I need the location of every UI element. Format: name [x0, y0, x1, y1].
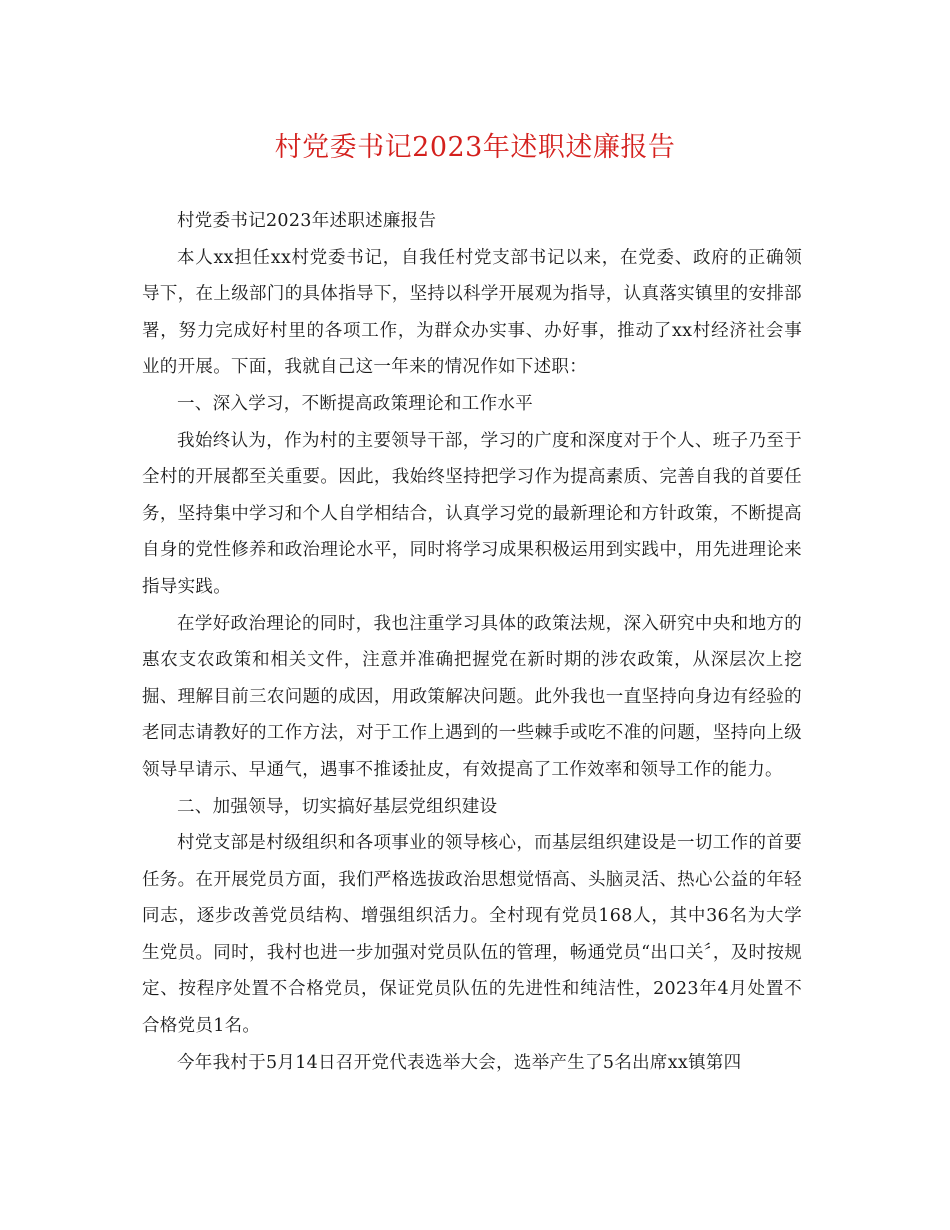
document-title: 村党委书记2023年述职述廉报告	[274, 132, 676, 163]
paragraph-policy: 在学好政治理论的同时，我也注重学习具体的政策法规，深入研究中央和地方的惠农支农政策和相关文件，注意并准确把握党在新时期的涉农政策，从深层次上挖掘、理解目前三农问题的成因，用政策解决问题。此外我也一直坚持向身边有经验的老同志请教好的工作方法，对于工作上遇到的一些棘手或吃不准的问题，坚持向上级领导早请示、早通气，遇事不推诿扯皮，有效提高了工作效率和领导工作的能力。	[142, 613, 802, 780]
paragraph-subtitle: 村党委书记2023年述职述廉报告	[177, 211, 437, 231]
paragraph-study: 我始终认为，作为村的主要领导干部，学习的广度和深度对于个人、班子乃至于全村的开展都至关重要。因此，我始终坚持把学习作为提高素质、完善自我的首要任务，坚持集中学习和个人自学相结合，认真学习党的最新理论和方针政策，不断提高自身的党性修养和政治理论水平，同时将学习成果积极运用到实践中，用先进理论来指导实践。	[142, 430, 802, 597]
document-body	[142, 203, 802, 1081]
paragraph-intro: 本人xx担任xx村党委书记，自我任村党支部书记以来，在党委、政府的正确领导下，在上级部门的具体指导下，坚持以科学开展观为指导，认真落实镇里的安排部署，努力完成好村里的各项工作，为群众办实事、办好事，推动了xx村经济社会事业的开展。下面，我就自己这一年来的情况作如下述职：	[142, 247, 802, 378]
section-heading-1: 一、深入学习，不断提高政策理论和工作水平	[177, 393, 533, 414]
paragraph-party-building: 村党支部是村级组织和各项事业的领导核心，而基层组织建设是一切工作的首要任务。在开展党员方面，我们严格选拔政治思想觉悟高、头脑灵活、热心公益的年轻同志，逐步改善党员结构、增强组织活力。全村现有党员168人，其中36名为大学生党员。同时，我村也进一步加强对党员队伍的管理，畅通党员“出口关〞，及时按规定、按程序处置不合格党员，保证党员队伍的先进性和纯洁性，2023年4月处置不合格党员1名。	[142, 833, 802, 1037]
section-heading-2: 二、加强领导，切实搞好基层党组织建设	[177, 796, 498, 817]
paragraph-election: 今年我村于5月14日召开党代表选举大会，选举产生了5名出席xx镇第四	[177, 1052, 742, 1073]
